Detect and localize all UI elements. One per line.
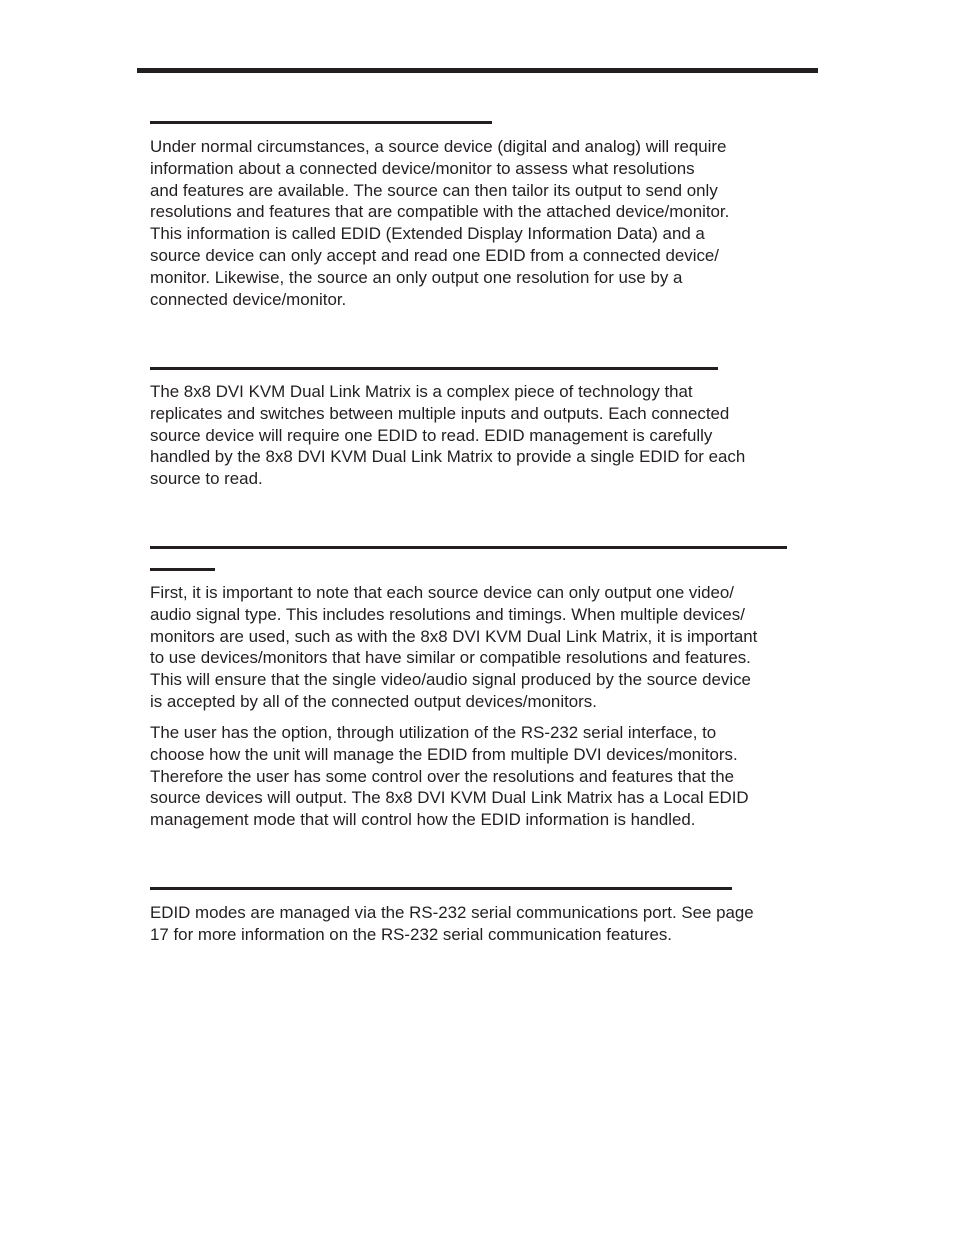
section-4-heading-rule xyxy=(150,887,732,890)
section-2-paragraph-1: The 8x8 DVI KVM Dual Link Matrix is a complex piece of technology that replicates and switches between multiple inputs and outputs. Each connected source device will require one EDID to read. EDID management is carefully handled by the 8x8 DVI KVM Dual Link Matrix to provide a single EDID for each source to read. xyxy=(150,382,746,489)
page-header-rule xyxy=(137,68,818,73)
section-3-heading-rule-2 xyxy=(150,568,215,571)
section-3-paragraph-2: The user has the option, through utilization of the RS-232 serial interface, to choose how the unit will manage the EDID from multiple DVI devices/monitors. Therefore the user has some control over the resolutions and features that the source devices will output. The 8x8 DVI KVM Dual Link Matrix has a Local EDID management mode that will control how the EDID information is handled. xyxy=(150,723,749,830)
section-2-heading-rule xyxy=(150,367,718,370)
section-4-paragraph-1: EDID modes are managed via the RS-232 serial communications port. See page 17 for more information on the RS-232 serial communication features. xyxy=(150,903,754,944)
section-3-paragraph-1: First, it is important to note that each source device can only output one video/ audio signal type. This includes resolutions and timings. When multiple devices/ monitors are used, such as with the 8x8 DVI KVM Dual Link Matrix, it is important to use devices/monitors that have similar or compatible resolutions and features. This will ensure that the single video/audio signal produced by the source device is accepted by all of the connected output devices/monitors. xyxy=(150,583,758,711)
section-1-heading-rule xyxy=(150,121,492,124)
section-3-heading-rule xyxy=(150,546,787,549)
section-1-paragraph-1: Under normal circumstances, a source device (digital and analog) will require information about a connected device/monitor to assess what resolutions and features are available. The source can then tailor its output to send only resolutions and features that are compatible with the attached device/monitor. This information is called EDID (Extended Display Information Data) and a source device can only accept and read one EDID from a connected device/ monitor. Likewise, the source an only output one resolution for use by a connected device/monitor. xyxy=(150,137,730,309)
